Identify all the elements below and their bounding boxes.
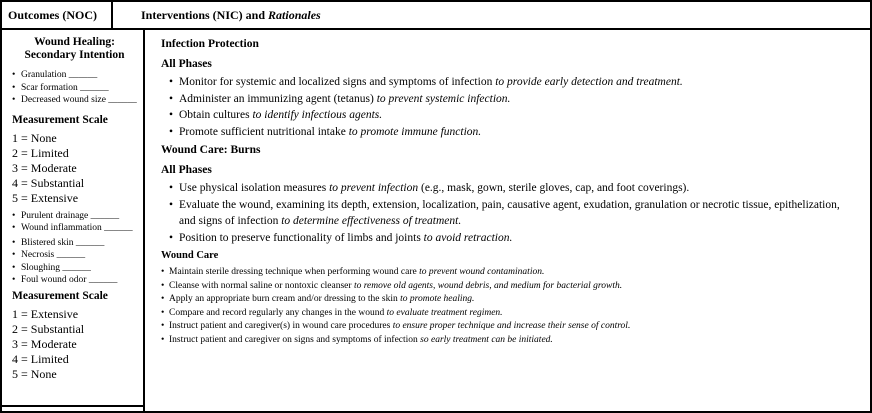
header-cell-outcomes <box>2 2 113 28</box>
nic-section-title-wound-care: Wound Care <box>161 250 219 261</box>
noc-indicator-label: Foul wound odor ______ <box>21 275 118 285</box>
table-body-row <box>2 30 870 411</box>
intervention-text: Use physical isolation measures <box>179 182 330 194</box>
rationale-text: so early treatment can be initiated. <box>420 334 553 345</box>
intervention-item <box>169 180 856 197</box>
rationale-text: to avoid retraction. <box>423 231 513 244</box>
intervention-item <box>169 230 856 247</box>
intervention-text: Compare and record regularly any changes in the wound <box>169 307 387 318</box>
measurement-scale-label-1: Measurement Scale <box>12 113 108 126</box>
noc-indicator <box>12 82 137 95</box>
noc-indicator <box>12 222 137 235</box>
nic-section-title-wound-care-burns: Wound Care: Burns <box>161 144 261 156</box>
measurement-scale-label-2: Measurement Scale <box>12 289 108 302</box>
intervention-text: Instruct patient and caregiver(s) in wound care procedures <box>169 321 393 331</box>
intervention-item <box>161 307 856 321</box>
noc-indicator-label: Wound inflammation ______ <box>21 223 133 233</box>
intervention-text: Promote sufficient nutritional intake <box>179 125 349 138</box>
header-cell-interventions <box>113 2 870 28</box>
noc-indicator-label: Necrosis ______ <box>21 250 86 260</box>
noc-outcome-title <box>12 36 137 62</box>
intervention-item <box>169 197 856 230</box>
interventions-header-prefix: Interventions (NIC) and <box>141 7 269 22</box>
intervention-text: Position to preserve functionality of limbs and joints <box>179 231 424 244</box>
noc-indicator <box>12 262 137 275</box>
scale-item: 1 = None <box>12 130 57 145</box>
intervention-text: Obtain cultures <box>179 109 253 121</box>
noc-title-line2: Secondary Intention <box>24 49 125 61</box>
nic-intervention-list-3 <box>161 266 856 347</box>
intervention-item <box>169 124 856 141</box>
scale-item: 4 = Limited <box>12 351 69 366</box>
noc-indicator-label: Scar formation ______ <box>21 82 109 93</box>
scale-item: 3 = Moderate <box>12 336 77 351</box>
rationale-text: to determine effectiveness of treatment. <box>281 215 462 227</box>
rationale-text: to ensure proper technique and increase their sense of control. <box>392 321 631 331</box>
rationale-text: to remove old agents, wound debris, and medium for bacterial growth. <box>353 280 623 291</box>
scale-item: 2 = Substantial <box>12 321 85 336</box>
noc-indicator <box>12 237 137 250</box>
nic-intervention-list-1 <box>161 74 856 140</box>
noc-indicator-list-1 <box>12 69 137 107</box>
noc-indicator-label: Decreased wound size ______ <box>21 95 137 105</box>
noc-indicator-label: Sloughing ______ <box>21 262 91 273</box>
scale-item: 2 = Limited <box>12 145 69 160</box>
interventions-header-label <box>141 8 321 23</box>
nic-section-subtitle-all-phases-2: All Phases <box>161 164 212 176</box>
rationale-text: to prevent infection <box>329 182 419 194</box>
intervention-text: Maintain sterile dressing technique when performing wound care <box>169 267 420 277</box>
intervention-text: Administer an immunizing agent (tetanus) <box>179 92 377 105</box>
noc-title-line1: Wound Healing: <box>34 36 115 48</box>
noc-outcomes-cell <box>2 30 143 407</box>
intervention-text: Apply an appropriate burn cream and/or dressing to the skin <box>169 294 401 304</box>
scale-item: 4 = Substantial <box>12 175 85 190</box>
noc-indicator-label: Purulent drainage ______ <box>21 210 120 221</box>
table-header-row <box>2 2 870 30</box>
scale-item: 1 = Extensive <box>12 306 79 321</box>
intervention-item <box>169 91 856 108</box>
nic-intervention-list-2 <box>161 180 856 246</box>
scale-item: 5 = None <box>12 366 57 381</box>
intervention-item <box>161 320 856 334</box>
intervention-text: Cleanse with normal saline or nontoxic cleanser <box>169 280 354 291</box>
rationale-text: to identify infectious agents. <box>252 109 383 121</box>
noc-indicator <box>12 69 137 82</box>
noc-indicator-list-3 <box>12 237 137 287</box>
nic-interventions-cell <box>143 30 870 411</box>
rationale-text: to evaluate treatment regimen. <box>386 307 503 318</box>
intervention-text: Evaluate the wound, examining its depth, extension, localization, pain, causative agent, exudation, granulation or necrotic tissue, epithelization, and signs of infection <box>179 198 840 227</box>
measurement-scale-2 <box>12 307 137 382</box>
scale-item: 3 = Moderate <box>12 160 77 175</box>
rationale-text: to promote healing. <box>400 294 475 304</box>
intervention-item <box>161 266 856 280</box>
noc-indicator-label: Blistered skin ______ <box>21 237 105 248</box>
noc-indicator-label: Granulation ______ <box>21 70 98 80</box>
intervention-item <box>169 107 856 124</box>
intervention-item <box>169 74 856 91</box>
scale-item: 5 = Extensive <box>12 190 79 205</box>
intervention-text: Instruct patient and caregiver on signs and symptoms of infection <box>169 334 421 345</box>
nic-section-title-infection-protection: Infection Protection <box>161 38 259 50</box>
measurement-scale-1 <box>12 131 137 206</box>
intervention-text: Monitor for systemic and localized signs and symptoms of infection <box>179 76 496 88</box>
rationale-text: to promote immune function. <box>348 125 482 138</box>
noc-indicator <box>12 274 137 287</box>
nic-section-subtitle-all-phases-1: All Phases <box>161 58 212 70</box>
rationale-text: to provide early detection and treatment. <box>495 76 683 88</box>
noc-indicator <box>12 210 137 223</box>
rationale-text: to prevent systemic infection. <box>376 92 511 105</box>
rationale-text: to prevent wound contamination. <box>419 267 545 277</box>
intervention-item <box>161 280 856 294</box>
noc-indicator <box>12 249 137 262</box>
noc-indicator-list-2 <box>12 210 137 235</box>
interventions-header-rationales: Rationales <box>268 7 321 22</box>
noc-indicator <box>12 94 137 107</box>
intervention-item <box>161 334 856 348</box>
intervention-text-post: (e.g., mask, gown, sterile gloves, cap, and foot coverings). <box>418 182 690 194</box>
intervention-item <box>161 293 856 307</box>
outcomes-header-label: Outcomes (NOC) <box>8 7 97 22</box>
